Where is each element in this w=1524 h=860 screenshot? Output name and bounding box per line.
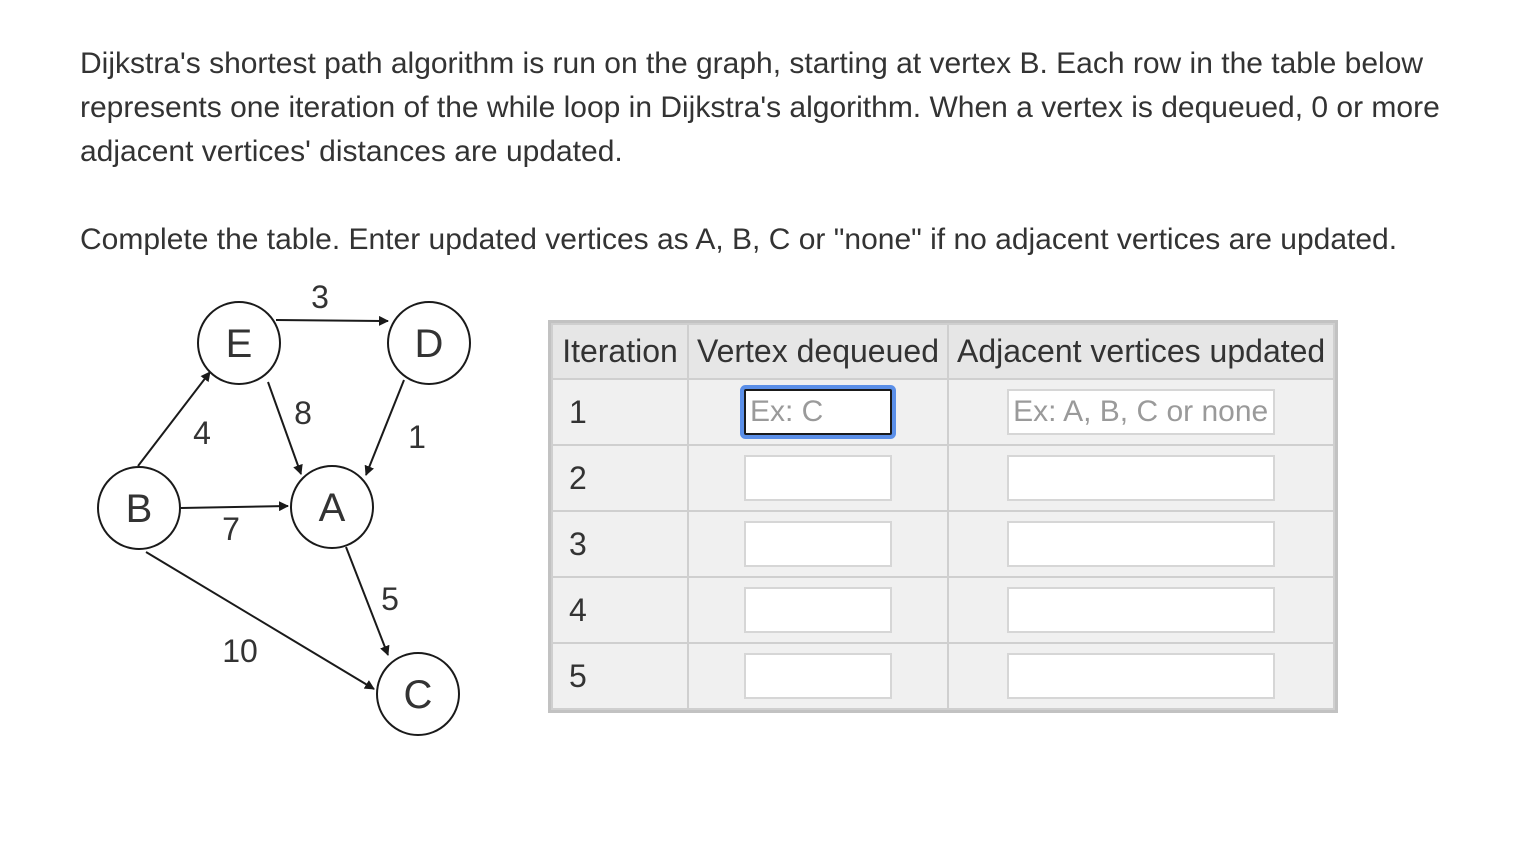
adjacent-updated-input-4[interactable]: [1007, 587, 1275, 633]
question-prompt: [80, 42, 1480, 262]
adjacent-updated-input-5[interactable]: [1007, 653, 1275, 699]
iteration-number: 1: [552, 379, 688, 445]
dijkstra-table: [548, 320, 1338, 713]
iteration-number: 5: [552, 643, 688, 709]
vertex-dequeued-input-5[interactable]: [744, 653, 892, 699]
table-row: [552, 445, 1334, 511]
vertex-label-a: A: [318, 486, 346, 530]
edge-e-d: [276, 320, 388, 321]
weight-e-a: 8: [294, 395, 312, 431]
iteration-number: 2: [552, 445, 688, 511]
weight-b-c: 10: [222, 633, 258, 669]
iteration-number: 3: [552, 511, 688, 577]
adjacent-updated-input-1[interactable]: [1007, 389, 1275, 435]
header-vertex-dequeued: Vertex dequeued: [688, 324, 948, 379]
edge-b-c: [146, 552, 374, 689]
vertex-dequeued-input-1[interactable]: [744, 389, 892, 435]
prompt-paragraph-2: Complete the table. Enter updated vertices as A, B, C or "none" if no adjacent vertices are updated.: [80, 223, 1398, 256]
header-iteration: Iteration: [552, 324, 688, 379]
vertex-e: [198, 302, 280, 384]
table-row: [552, 511, 1334, 577]
graph-diagram: [80, 270, 510, 750]
vertex-c: [377, 653, 459, 735]
vertex-dequeued-input-2[interactable]: [744, 455, 892, 501]
weight-d-a: 1: [408, 419, 426, 455]
table-row: [552, 379, 1334, 445]
adjacent-updated-input-2[interactable]: [1007, 455, 1275, 501]
adjacent-updated-input-3[interactable]: [1007, 521, 1275, 567]
vertex-dequeued-input-4[interactable]: [744, 587, 892, 633]
header-adjacent-updated: Adjacent vertices updated: [948, 324, 1334, 379]
vertex-dequeued-input-3[interactable]: [744, 521, 892, 567]
vertex-b: [98, 467, 180, 549]
iteration-number: 4: [552, 577, 688, 643]
prompt-paragraph-1: Dijkstra's shortest path algorithm is run on the graph, starting at vertex B. Each row in the table below represents one iteration of the while loop in Dijkstra's algorithm. When a vertex is dequeued, 0 or more adjacent vertices' distances are updated.: [80, 47, 1440, 168]
table-row: [552, 643, 1334, 709]
table-header-row: [552, 324, 1334, 379]
weight-a-c: 5: [381, 581, 399, 617]
vertex-a: [291, 466, 373, 548]
weight-b-e: 4: [193, 415, 211, 451]
edge-b-a: [181, 506, 288, 508]
vertex-label-d: D: [414, 322, 444, 366]
vertex-label-b: B: [125, 487, 153, 531]
vertex-label-c: C: [403, 673, 433, 717]
weight-e-d: 3: [311, 279, 329, 315]
table-row: [552, 577, 1334, 643]
vertex-label-e: E: [225, 322, 253, 366]
vertex-d: [388, 302, 470, 384]
edge-d-a: [366, 380, 404, 475]
weight-b-a: 7: [222, 511, 240, 547]
